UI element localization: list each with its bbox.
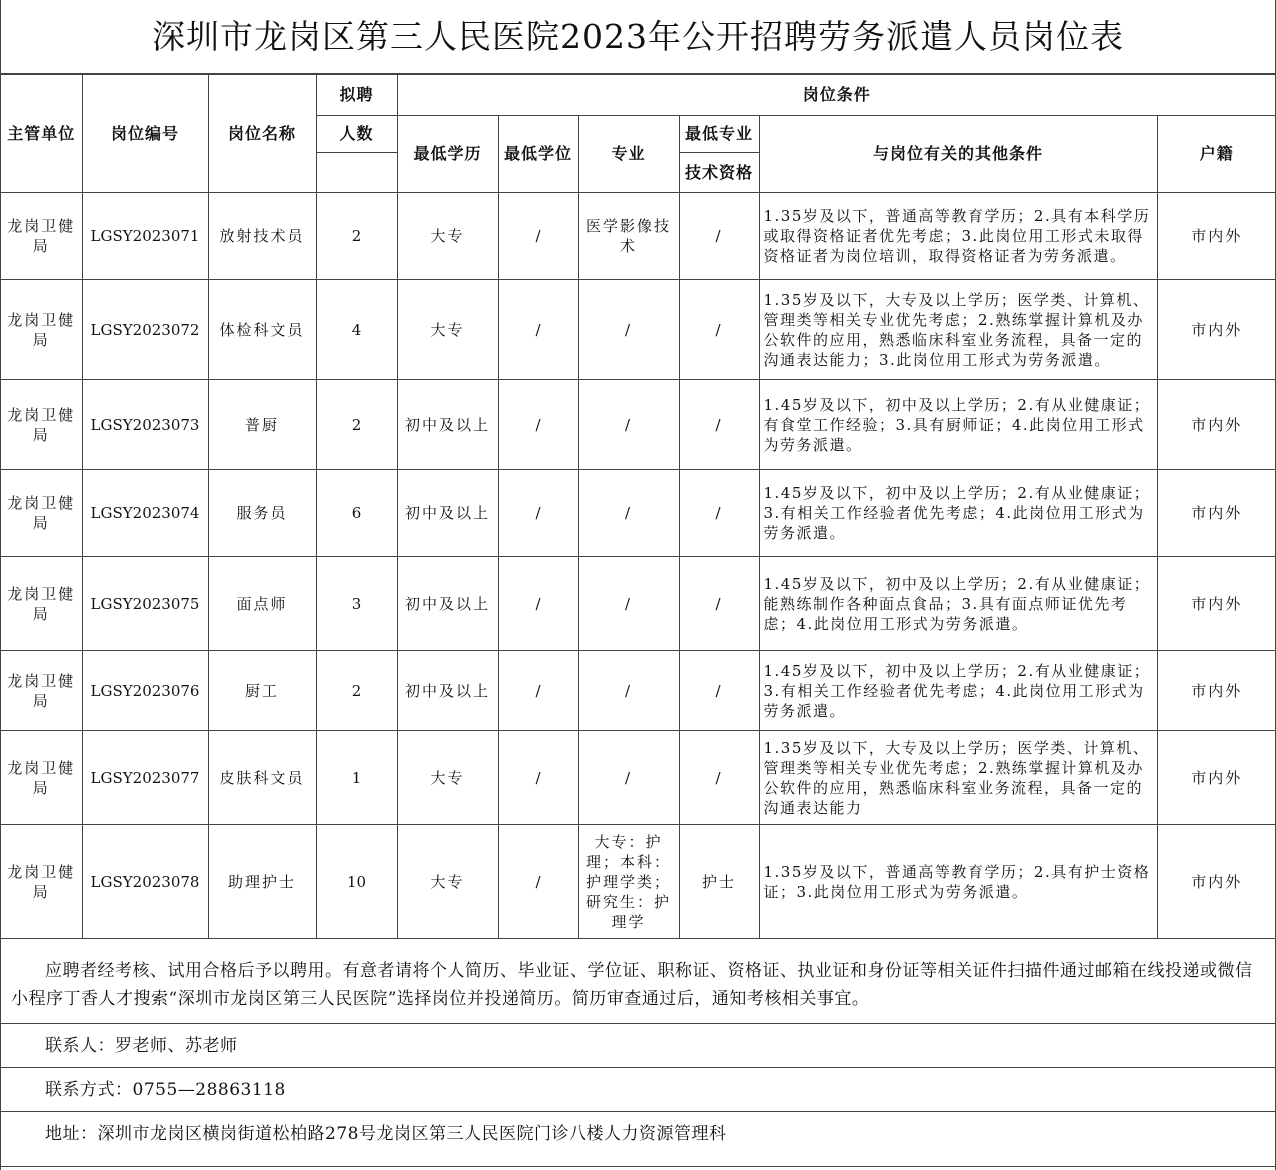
table-row (1, 557, 1276, 651)
table-row (1, 280, 1276, 380)
row-other-conditions: 1.35岁及以下，普通高等教育学历；2.具有本科学历或取得资格证者优先考虑；3.此岗位用工形式未取得资格证者为岗位培训，取得资格证者为劳务派遣。 (759, 193, 1157, 280)
row-name: 面点师 (208, 557, 316, 651)
row-major: 大专：护理；本科：护理学类；研究生：护理学 (578, 825, 679, 939)
header-qualification-top: 最低专业 (679, 116, 759, 153)
row-name: 体检科文员 (208, 280, 316, 380)
row-education: 初中及以上 (397, 470, 498, 557)
row-household: 市内外 (1157, 651, 1276, 731)
row-household: 市内外 (1157, 380, 1276, 470)
header-code: 岗位编号 (82, 75, 208, 193)
table-row (1, 380, 1276, 470)
row-qualification: / (679, 380, 759, 470)
page-title: 深圳市龙岗区第三人民医院2023年公开招聘劳务派遣人员岗位表 (1, 0, 1275, 74)
row-education: 大专 (397, 193, 498, 280)
row-degree: / (498, 651, 578, 731)
table-body (1, 193, 1276, 939)
row-count: 2 (316, 193, 397, 280)
row-unit: 龙岗卫健局 (1, 380, 82, 470)
row-degree: / (498, 280, 578, 380)
notes-section (1, 939, 1276, 1167)
row-degree: / (498, 380, 578, 470)
table-row (1, 470, 1276, 557)
row-major: / (578, 651, 679, 731)
row-other-conditions: 1.35岁及以下，普通高等教育学历；2.具有护士资格证；3.此岗位用工形式为劳务派遣。 (759, 825, 1157, 939)
row-count: 3 (316, 557, 397, 651)
row-household: 市内外 (1157, 731, 1276, 825)
table-header (1, 75, 1276, 193)
row-code: LGSY2023073 (82, 380, 208, 470)
row-education: 大专 (397, 825, 498, 939)
row-qualification: / (679, 731, 759, 825)
row-degree: / (498, 557, 578, 651)
row-name: 普厨 (208, 380, 316, 470)
row-qualification: / (679, 557, 759, 651)
row-major: / (578, 280, 679, 380)
table-row (1, 651, 1276, 731)
row-code: LGSY2023074 (82, 470, 208, 557)
row-household: 市内外 (1157, 193, 1276, 280)
row-household: 市内外 (1157, 470, 1276, 557)
row-code: LGSY2023076 (82, 651, 208, 731)
row-name: 皮肤科文员 (208, 731, 316, 825)
header-count-top: 拟聘 (316, 75, 397, 116)
row-degree: / (498, 825, 578, 939)
row-qualification: / (679, 470, 759, 557)
row-major: / (578, 731, 679, 825)
row-other-conditions: 1.35岁及以下，大专及以上学历；医学类、计算机、管理类等相关专业优先考虑；2.熟练掌握计算机及办公软件的应用，熟悉临床科室业务流程，具备一定的沟通表达能力 (759, 731, 1157, 825)
row-education: 大专 (397, 280, 498, 380)
row-name: 厨工 (208, 651, 316, 731)
row-qualification: / (679, 280, 759, 380)
row-unit: 龙岗卫健局 (1, 731, 82, 825)
row-other-conditions: 1.45岁及以下，初中及以上学历；2.有从业健康证；3.有相关工作经验者优先考虑；4.此岗位用工形式为劳务派遣。 (759, 470, 1157, 557)
row-count: 4 (316, 280, 397, 380)
row-code: LGSY2023071 (82, 193, 208, 280)
header-unit: 主管单位 (1, 75, 82, 193)
header-count-spacer (316, 153, 397, 193)
row-major: 医学影像技术 (578, 193, 679, 280)
header-major: 专业 (578, 116, 679, 193)
row-other-conditions: 1.45岁及以下，初中及以上学历；2.有从业健康证；3.有相关工作经验者优先考虑；4.此岗位用工形式为劳务派遣。 (759, 651, 1157, 731)
row-household: 市内外 (1157, 280, 1276, 380)
row-degree: / (498, 470, 578, 557)
row-unit: 龙岗卫健局 (1, 557, 82, 651)
row-code: LGSY2023077 (82, 731, 208, 825)
row-major: / (578, 380, 679, 470)
header-qualification-bottom: 技术资格 (679, 153, 759, 193)
row-education: 初中及以上 (397, 557, 498, 651)
row-degree: / (498, 731, 578, 825)
header-name: 岗位名称 (208, 75, 316, 193)
row-other-conditions: 1.45岁及以下，初中及以上学历；2.有从业健康证；有食堂工作经验；3.具有厨师证；4.此岗位用工形式为劳务派遣。 (759, 380, 1157, 470)
row-household: 市内外 (1157, 825, 1276, 939)
row-count: 2 (316, 380, 397, 470)
row-other-conditions: 1.35岁及以下，大专及以上学历；医学类、计算机、管理类等相关专业优先考虑；2.熟练掌握计算机及办公软件的应用，熟悉临床科室业务流程，具备一定的沟通表达能力；3.此岗位用工形式为劳务派遣。 (759, 280, 1157, 380)
row-other-conditions: 1.45岁及以下，初中及以上学历；2.有从业健康证；能熟练制作各种面点食品；3.具有面点师证优先考虑；4.此岗位用工形式为劳务派遣。 (759, 557, 1157, 651)
row-name: 放射技术员 (208, 193, 316, 280)
header-household: 户籍 (1157, 116, 1276, 193)
row-unit: 龙岗卫健局 (1, 651, 82, 731)
row-code: LGSY2023072 (82, 280, 208, 380)
header-conditions: 岗位条件 (397, 75, 1276, 116)
row-education: 大专 (397, 731, 498, 825)
row-count: 6 (316, 470, 397, 557)
row-code: LGSY2023075 (82, 557, 208, 651)
row-unit: 龙岗卫健局 (1, 193, 82, 280)
row-name: 服务员 (208, 470, 316, 557)
row-unit: 龙岗卫健局 (1, 825, 82, 939)
row-count: 10 (316, 825, 397, 939)
positions-table (1, 74, 1276, 939)
row-household: 市内外 (1157, 557, 1276, 651)
row-education: 初中及以上 (397, 651, 498, 731)
row-major: / (578, 470, 679, 557)
table-row (1, 731, 1276, 825)
row-degree: / (498, 193, 578, 280)
row-unit: 龙岗卫健局 (1, 470, 82, 557)
row-qualification: 护士 (679, 825, 759, 939)
row-unit: 龙岗卫健局 (1, 280, 82, 380)
table-row (1, 193, 1276, 280)
application-instructions: 应聘者经考核、试用合格后予以聘用。有意者请将个人简历、毕业证、学位证、职称证、资格证、执业证和身份证等相关证件扫描件通过邮箱在线投递或微信小程序丁香人才搜索“深圳市龙岗区第三人民医院”选择岗位并投递简历。简历审查通过后，通知考核相关事宜。 (11, 961, 1253, 1009)
row-qualification: / (679, 193, 759, 280)
header-education: 最低学历 (397, 116, 498, 193)
row-major: / (578, 557, 679, 651)
row-count: 2 (316, 651, 397, 731)
row-code: LGSY2023078 (82, 825, 208, 939)
row-name: 助理护士 (208, 825, 316, 939)
header-count-bottom: 人数 (316, 116, 397, 153)
row-education: 初中及以上 (397, 380, 498, 470)
header-other: 与岗位有关的其他条件 (759, 116, 1157, 193)
row-qualification: / (679, 651, 759, 731)
address: 地址：深圳市龙岗区横岗街道松柏路278号龙岗区第三人民医院门诊八楼人力资源管理科 (1, 1111, 1276, 1167)
row-count: 1 (316, 731, 397, 825)
table-row (1, 825, 1276, 939)
contact-person: 联系人：罗老师、苏老师 (1, 1023, 1276, 1067)
contact-phone: 联系方式：0755—28863118 (1, 1067, 1276, 1111)
header-degree: 最低学位 (498, 116, 578, 193)
